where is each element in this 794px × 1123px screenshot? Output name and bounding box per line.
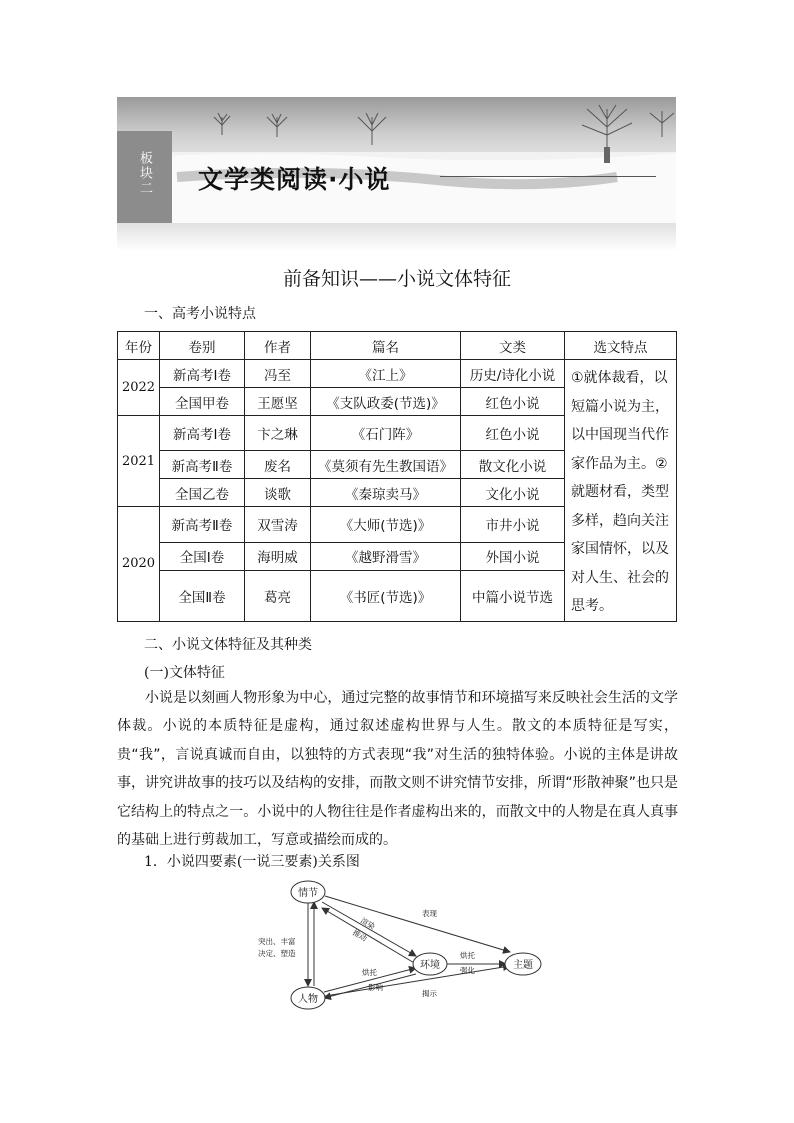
author-cell: 双雪涛 — [245, 507, 311, 542]
body-paragraph: 小说是以刻画人物形象为中心，通过完整的故事情节和环境描写来反映社会生活的文学体裁。小说的本质特征是虚构，通过叙述虚构世界与人生。散文的本质特征是写实，贵“我”，言说真诚而自由，以独特的方式表现“我”对生活的独特体验。小说的主体是讲故事，讲究讲故事的技巧以及结构的安排，而散文则不讲究情节安排，所谓“形散神聚”也只是它结构上的特点之一。小说中的人物往往是作者虚构出来的，而散文中的人物是在真人真事的基础上进行剪裁加工，写意或描绘而成的。 — [117, 690, 678, 849]
title-cell: 《江上》 — [311, 360, 461, 388]
header-title: 篇名 — [311, 332, 461, 360]
sub1-heading: (一)文体特征 — [144, 665, 225, 681]
year-cell: 2021 — [118, 416, 160, 507]
part1-heading: 一、高考小说特点 — [144, 306, 256, 322]
paper-cell: 新高考Ⅰ卷 — [160, 416, 245, 451]
header-paper: 卷别 — [160, 332, 245, 360]
title-rule — [440, 176, 656, 177]
table-header-row — [118, 332, 677, 360]
header-author: 作者 — [245, 332, 311, 360]
label-yingxiang: 影响 — [368, 983, 383, 992]
header-features: 选文特点 — [565, 332, 677, 360]
paper-cell: 全国乙卷 — [160, 479, 245, 507]
label-env-plot-a: 渲染 — [359, 915, 377, 932]
title-cell: 《大师(节选)》 — [311, 507, 461, 542]
left-label-2: 决定、塑造 — [258, 949, 296, 958]
table-row — [118, 360, 677, 388]
plot-label: 情节 — [298, 888, 318, 899]
header-genre: 文类 — [461, 332, 565, 360]
author-cell: 卞之琳 — [245, 416, 311, 451]
genre-cell: 市井小说 — [461, 507, 565, 542]
label-biaoxian: 表现 — [422, 909, 437, 918]
author-cell: 葛亮 — [245, 570, 311, 621]
genre-cell: 中篇小说节选 — [461, 570, 565, 621]
title-cell: 《越野滑雪》 — [311, 542, 461, 570]
year-cell: 2022 — [118, 360, 160, 416]
paper-cell: 全国甲卷 — [160, 388, 245, 416]
label-env-plot-b: 推动 — [351, 927, 369, 944]
genre-cell: 文化小说 — [461, 479, 565, 507]
paper-cell: 全国Ⅰ卷 — [160, 542, 245, 570]
title-cell: 《支队政委(节选)》 — [311, 388, 461, 416]
title-cell: 《书匠(节选)》 — [311, 570, 461, 621]
theme-label: 主题 — [513, 960, 533, 971]
title-cell: 《石门阵》 — [311, 416, 461, 451]
paper-cell: 新高考Ⅱ卷 — [160, 507, 245, 542]
author-cell: 冯至 — [245, 360, 311, 388]
chapter-title: 文学类阅读·小说 — [198, 165, 391, 194]
left-label-1: 突出、丰富 — [258, 937, 296, 946]
environment-label: 环境 — [420, 960, 440, 971]
author-cell: 谈歌 — [245, 479, 311, 507]
genre-cell: 历史/诗化小说 — [461, 360, 565, 388]
genre-cell: 红色小说 — [461, 416, 565, 451]
elements-diagram — [250, 878, 550, 1018]
label-jieshi: 揭示 — [422, 989, 437, 998]
section-title: 前备知识——小说文体特征 — [282, 268, 511, 290]
paper-cell: 全国Ⅱ卷 — [160, 570, 245, 621]
label-hongtuo-char: 烘托 — [362, 968, 377, 977]
part2-heading: 二、小说文体特征及其种类 — [144, 637, 312, 653]
title-cell: 《莫须有先生教国语》 — [311, 451, 461, 479]
title-cell: 《秦琼卖马》 — [311, 479, 461, 507]
genre-cell: 红色小说 — [461, 388, 565, 416]
novel-table — [117, 331, 677, 622]
year-cell: 2020 — [118, 507, 160, 621]
paper-cell: 新高考Ⅱ卷 — [160, 451, 245, 479]
banner-shadow — [117, 223, 676, 251]
section-tag — [117, 131, 172, 223]
header-year: 年份 — [118, 332, 160, 360]
section-tag-text: 板块二 — [137, 151, 152, 196]
author-cell: 王愿坚 — [245, 388, 311, 416]
genre-cell: 散文化小说 — [461, 451, 565, 479]
label-hongtuo-theme: 烘托 — [460, 951, 475, 960]
item1-heading: 1．小说四要素(一说三要素)关系图 — [144, 854, 360, 870]
character-label: 人物 — [298, 994, 318, 1005]
author-cell: 废名 — [245, 451, 311, 479]
genre-cell: 外国小说 — [461, 542, 565, 570]
features-cell: ①就体裁看，以短篇小说为主，以中国现当代作家作品为主。②就题材看，类型多样，趋向关注家国情怀，以及对人生、社会的思考。 — [565, 360, 677, 622]
paper-cell: 新高考Ⅰ卷 — [160, 360, 245, 388]
author-cell: 海明威 — [245, 542, 311, 570]
label-qianghua: 强化 — [460, 966, 475, 975]
